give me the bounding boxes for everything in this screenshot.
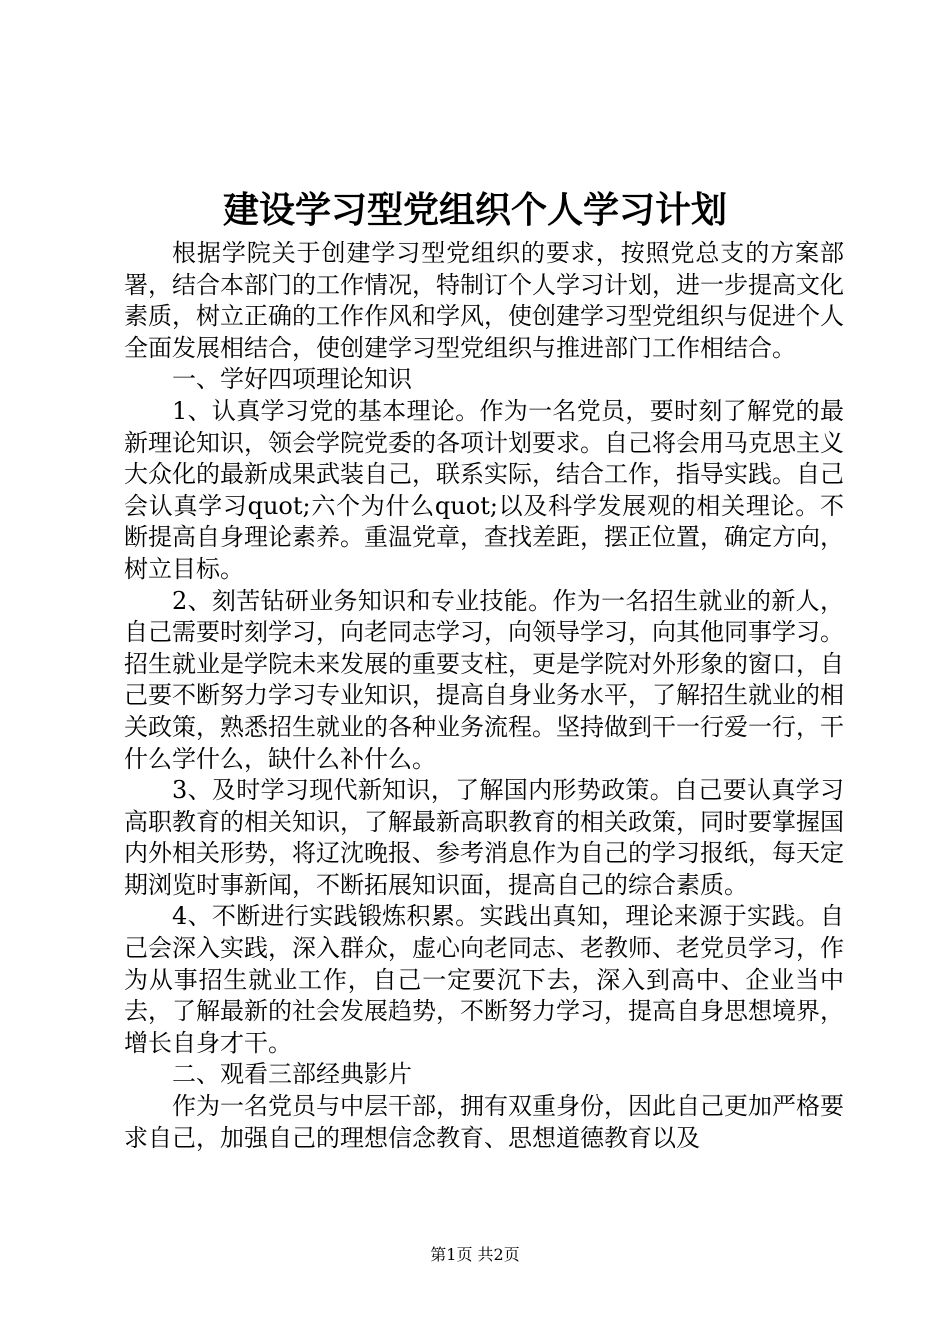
paragraph-section-2: 作为一名党员与中层干部，拥有双重身份，因此自己更加严格要求自己，加强自己的理想信念教育、思想道德教育以及 xyxy=(124,1092,844,1152)
document-body xyxy=(124,238,844,1154)
paragraph-intro: 根据学院关于创建学习型党组织的要求，按照党总支的方案部署，结合本部门的工作情况，特制订个人学习计划，进一步提高文化素质，树立正确的工作作风和学风，使创建学习型党组织与促进个人全面发展相结合，使创建学习型党组织与推进部门工作相结合。 xyxy=(124,239,844,362)
section-heading-2: 二、观看三部经典影片 xyxy=(172,1060,412,1089)
paragraph-item-2: 2、刻苦钻研业务知识和专业技能。作为一名招生就业的新人，自己需要时刻学习，向老同志学习，向领导学习，向其他同事学习。招生就业是学院未来发展的重要支柱，更是学院对外形象的窗口，自己要不断努力学习专业知识，提高自身业务水平，了解招生就业的相关政策，熟悉招生就业的各种业务流程。坚持做到干一行爱一行，干什么学什么，缺什么补什么。 xyxy=(124,586,844,773)
document-title: 建设学习型党组织个人学习计划 xyxy=(222,189,727,231)
paragraph-item-3: 3、及时学习现代新知识，了解国内形势政策。自己要认真学习高职教育的相关知识，了解最新高职教育的相关政策，同时要掌握国内外相关形势，将辽沈晚报、参考消息作为自己的学习报纸，每天定期浏览时事新闻，不断拓展知识面，提高自己的综合素质。 xyxy=(124,776,844,899)
page-footer: 第1页 共2页 xyxy=(430,1245,520,1264)
section-heading-1: 一、学好四项理论知识 xyxy=(172,365,412,394)
paragraph-item-1: 1、认真学习党的基本理论。作为一名党员，要时刻了解党的最新理论知识，领会学院党委的各项计划要求。自己将会用马克思主义大众化的最新成果武装自己，联系实际，结合工作，指导实践。自己会认真学习quot;六个为什么quot;以及科学发展观的相关理论。不断提高自身理论素养。重温党章，查找差距，摆正位置，确定方向，树立目标。 xyxy=(124,396,844,583)
paragraph-item-4: 4、不断进行实践锻炼积累。实践出真知，理论来源于实践。自己会深入实践，深入群众，虚心向老同志、老教师、老党员学习，作为从事招生就业工作，自己一定要沉下去，深入到高中、企业当中去，了解最新的社会发展趋势，不断努力学习，提高自身思想境界，增长自身才干。 xyxy=(124,902,844,1057)
